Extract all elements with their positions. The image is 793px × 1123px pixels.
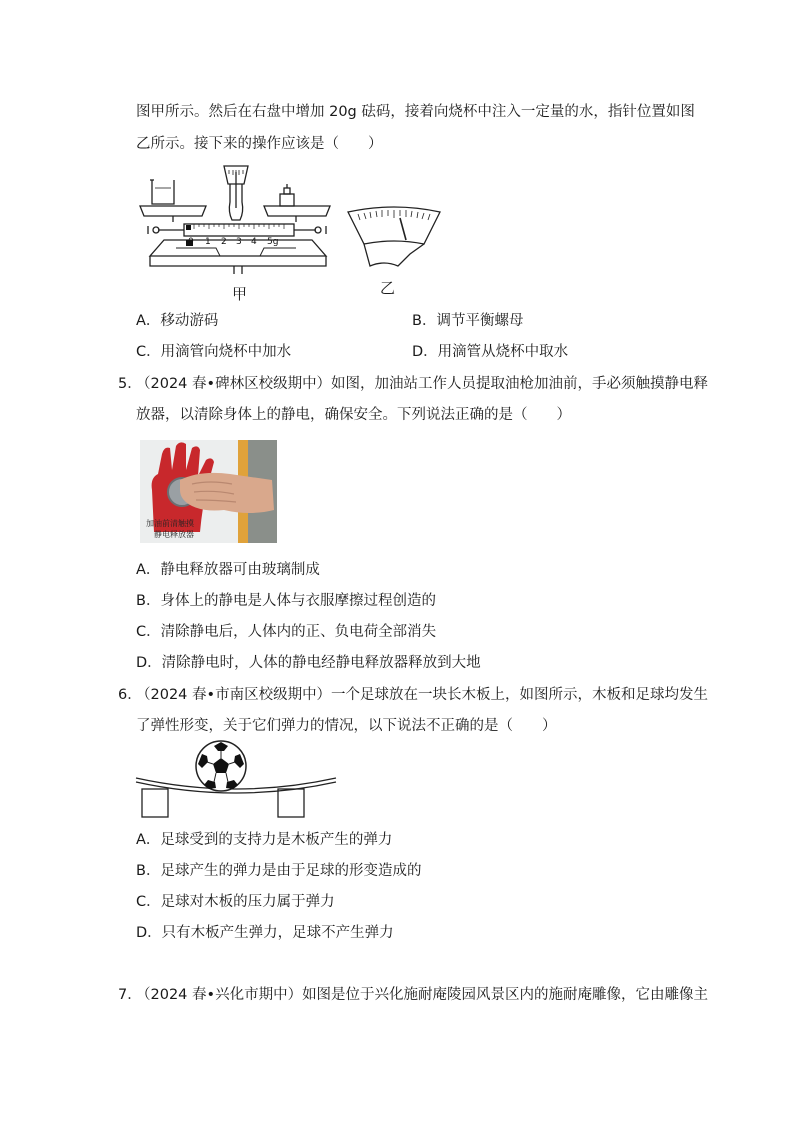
scale-tick: 0 xyxy=(188,237,194,247)
photo-label-line2: 静电释放器 xyxy=(154,530,194,539)
q7-text-line1: （2024 春•兴化市期中）如图是位于兴化施耐庵陵园风景区内的施耐庵雕像，它由雕像主 xyxy=(136,987,709,1003)
q5-option-d[interactable]: D．清除静电时，人体的静电经静电释放器释放到大地 xyxy=(136,655,481,671)
q4-text-line1: 图甲所示。然后在右盘中增加 20g 砝码，接着向烧杯中注入一定量的水，指针位置如图 xyxy=(136,104,695,120)
q4-option-a[interactable]: A．移动游码 xyxy=(136,313,219,329)
q4-option-c[interactable]: C．用滴管向烧杯中加水 xyxy=(136,344,292,360)
dial-pointer xyxy=(400,218,406,240)
scale-tick: 3 xyxy=(236,237,242,247)
q4-text-line2: 乙所示。接下来的操作应该是（ ） xyxy=(136,136,383,152)
q4-option-d[interactable]: D．用滴管从烧杯中取水 xyxy=(412,344,569,360)
scale-tick: 5g xyxy=(267,237,279,247)
q6-option-b[interactable]: B．足球产生的弹力是由于足球的形变造成的 xyxy=(136,863,422,879)
q5-text-line2: 放器，以清除身体上的静电，确保安全。下列说法正确的是（ ） xyxy=(136,407,571,423)
rider-mark xyxy=(186,225,191,230)
static-discharger-photo xyxy=(140,440,277,543)
q6-option-d[interactable]: D．只有木板产生弹力，足球不产生弹力 xyxy=(136,925,394,941)
balance-scale-figure xyxy=(136,162,326,282)
figure-caption-b: 乙 xyxy=(380,279,396,297)
q6-number: 6． xyxy=(118,687,142,703)
q4-option-b[interactable]: B．调节平衡螺母 xyxy=(412,313,524,329)
q5-option-a[interactable]: A．静电释放器可由玻璃制成 xyxy=(136,562,320,578)
q5-option-c[interactable]: C．清除静电后，人体内的正、负电荷全部消失 xyxy=(136,624,437,640)
q6-text-line2: 了弹性形变，关于它们弹力的情况，以下说法不正确的是（ ） xyxy=(136,718,557,734)
scale-tick: 4 xyxy=(251,237,257,247)
pointer-dial-figure xyxy=(344,204,444,274)
q6-text-line1: （2024 春•市南区校级期中）一个足球放在一块长木板上，如图所示，木板和足球均发生 xyxy=(136,687,709,703)
q5-text-line1: （2024 春•碑林区校级期中）如图，加油站工作人员提取油枪加油前，手必须触摸静电释 xyxy=(136,376,709,392)
scale-tick: 2 xyxy=(221,237,227,247)
q6-option-a[interactable]: A．足球受到的支持力是木板产生的弹力 xyxy=(136,832,393,848)
figure-caption-a: 甲 xyxy=(232,285,248,303)
q5-number: 5． xyxy=(118,376,142,392)
q7-number: 7． xyxy=(118,987,142,1003)
q6-option-c[interactable]: C．足球对木板的压力属于弹力 xyxy=(136,894,335,910)
q5-option-b[interactable]: B．身体上的静电是人体与衣服摩擦过程创造的 xyxy=(136,593,436,609)
photo-label-line1: 加油前清触摸 xyxy=(146,519,194,528)
scale-tick: 1 xyxy=(205,237,211,247)
football-on-board-figure xyxy=(136,740,336,822)
